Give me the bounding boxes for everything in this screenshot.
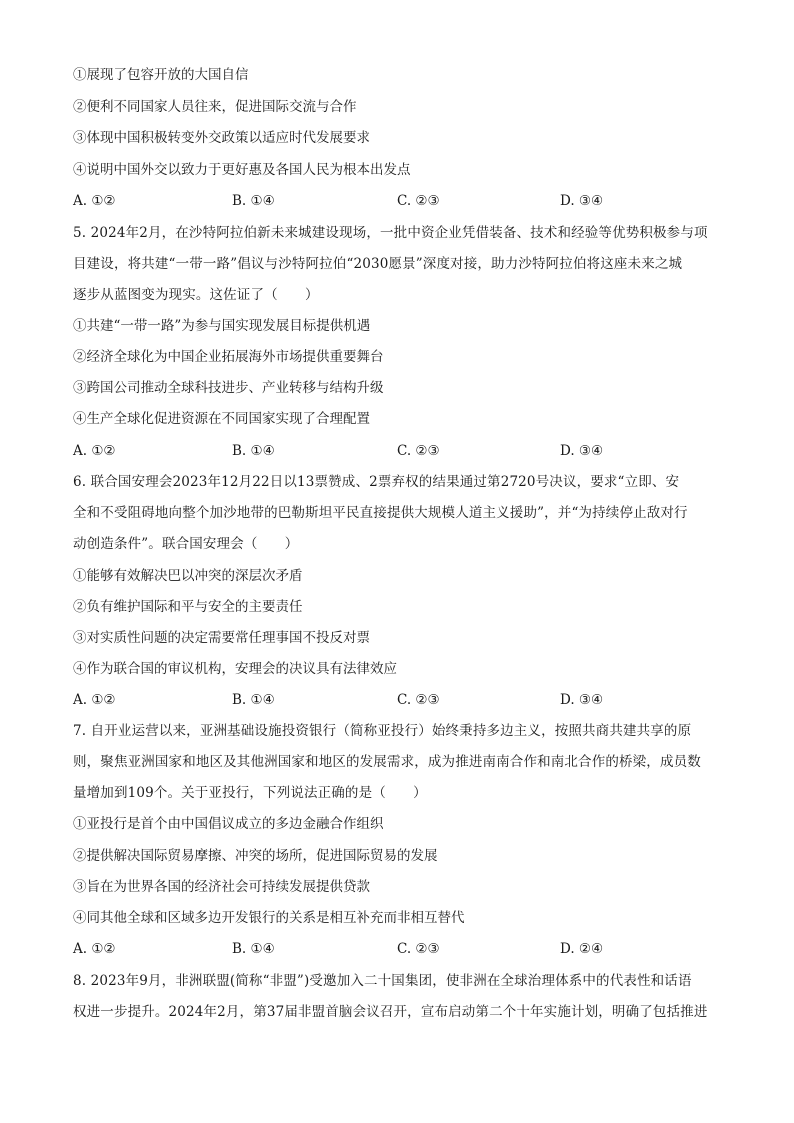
- q6-choice-c: C. ②③: [397, 692, 440, 708]
- q6-stem-line-2: 全和不受阻碍地向整个加沙地带的巴勒斯坦平民直接提供大规模人道主义援助”，并“为持续停止敌对行: [73, 505, 688, 521]
- q7-choice-b: B. ①④: [232, 941, 275, 957]
- q5-stem-line-3: 逐步从蓝图变为现实。这佐证了（ ）: [73, 287, 319, 303]
- q7-stem-line-1: 7. 自开业运营以来，亚洲基础设施投资银行（简称亚投行）始终秉持多边主义，按照共商共建共享的原: [73, 723, 692, 739]
- q5-choice-c: C. ②③: [397, 443, 440, 459]
- q4-option-1: ①展现了包容开放的大国自信: [73, 67, 249, 83]
- q8-stem-line-2: 权进一步提升。2024年2月，第37届非盟首脑会议召开，宣布启动第二个十年实施计划，明确了包括推进: [73, 1004, 708, 1020]
- q7-option-2: ②提供解决国际贸易摩擦、冲突的场所，促进国际贸易的发展: [73, 848, 438, 864]
- q5-option-4: ④生产全球化促进资源在不同国家实现了合理配置: [73, 411, 370, 427]
- q5-choice-d: D. ③④: [560, 443, 604, 459]
- q4-choice-d: D. ③④: [560, 193, 604, 209]
- q5-choice-a: A. ①②: [73, 443, 116, 459]
- q4-choice-a: A. ①②: [73, 193, 116, 209]
- q7-stem-line-3: 量增加到109个。关于亚投行，下列说法正确的是（ ）: [73, 785, 427, 801]
- q6-choices: [73, 690, 723, 710]
- q7-option-4: ④同其他全球和区域多边开发银行的关系是相互补充而非相互替代: [73, 910, 465, 926]
- q7-choice-a: A. ①②: [73, 941, 116, 957]
- q5-choices: [73, 441, 723, 461]
- q8-stem-line-1: 8. 2023年9月，非洲联盟(简称“非盟”)受邀加入二十国集团，使非洲在全球治理体系中的代表性和话语: [73, 973, 692, 989]
- q7-option-3: ③旨在为世界各国的经济社会可持续发展提供贷款: [73, 879, 370, 895]
- q7-choices: [73, 939, 723, 959]
- q4-option-2: ②便利不同国家人员往来，促进国际交流与合作: [73, 99, 357, 115]
- q6-option-3: ③对实质性问题的决定需要常任理事国不投反对票: [73, 630, 370, 646]
- q4-choices: [73, 191, 723, 211]
- q5-stem-line-2: 目建设，将共建“一带一路”倡议与沙特阿拉伯“2030愿景”深度对接，助力沙特阿拉伯将这座未来之城: [73, 256, 683, 272]
- q6-choice-a: A. ①②: [73, 692, 116, 708]
- q7-choice-d: D. ②④: [560, 941, 604, 957]
- q5-option-1: ①共建“一带一路”为参与国实现发展目标提供机遇: [73, 318, 371, 334]
- q6-choice-b: B. ①④: [232, 692, 275, 708]
- q6-option-2: ②负有维护国际和平与安全的主要责任: [73, 599, 303, 615]
- q4-option-4: ④说明中国外交以致力于更好惠及各国人民为根本出发点: [73, 162, 411, 178]
- q6-option-1: ①能够有效解决巴以冲突的深层次矛盾: [73, 568, 303, 584]
- q5-option-2: ②经济全球化为中国企业拓展海外市场提供重要舞台: [73, 349, 384, 365]
- q6-choice-d: D. ③④: [560, 692, 604, 708]
- q7-option-1: ①亚投行是首个由中国倡议成立的多边金融合作组织: [73, 816, 384, 832]
- q6-stem-line-3: 动创造条件”。联合国安理会（ ）: [73, 536, 299, 552]
- q4-choice-b: B. ①④: [232, 193, 275, 209]
- q5-option-3: ③跨国公司推动全球科技进步、产业转移与结构升级: [73, 380, 384, 396]
- q4-choice-c: C. ②③: [397, 193, 440, 209]
- q5-stem-line-1: 5. 2024年2月，在沙特阿拉伯新未来城建设现场，一批中资企业凭借装备、技术和经验等优势积极参与项: [73, 225, 708, 241]
- q7-stem-line-2: 则，聚焦亚洲国家和地区及其他洲国家和地区的发展需求，成为推进南南合作和南北合作的桥梁，成员数: [73, 754, 701, 770]
- q5-choice-b: B. ①④: [232, 443, 275, 459]
- q6-option-4: ④作为联合国的审议机构，安理会的决议具有法律效应: [73, 661, 397, 677]
- q6-stem-line-1: 6. 联合国安理会2023年12月22日以13票赞成、2票弃权的结果通过第2720号决议，要求“立即、安: [73, 474, 680, 490]
- q4-option-3: ③体现中国积极转变外交政策以适应时代发展要求: [73, 130, 370, 146]
- q7-choice-c: C. ②③: [397, 941, 440, 957]
